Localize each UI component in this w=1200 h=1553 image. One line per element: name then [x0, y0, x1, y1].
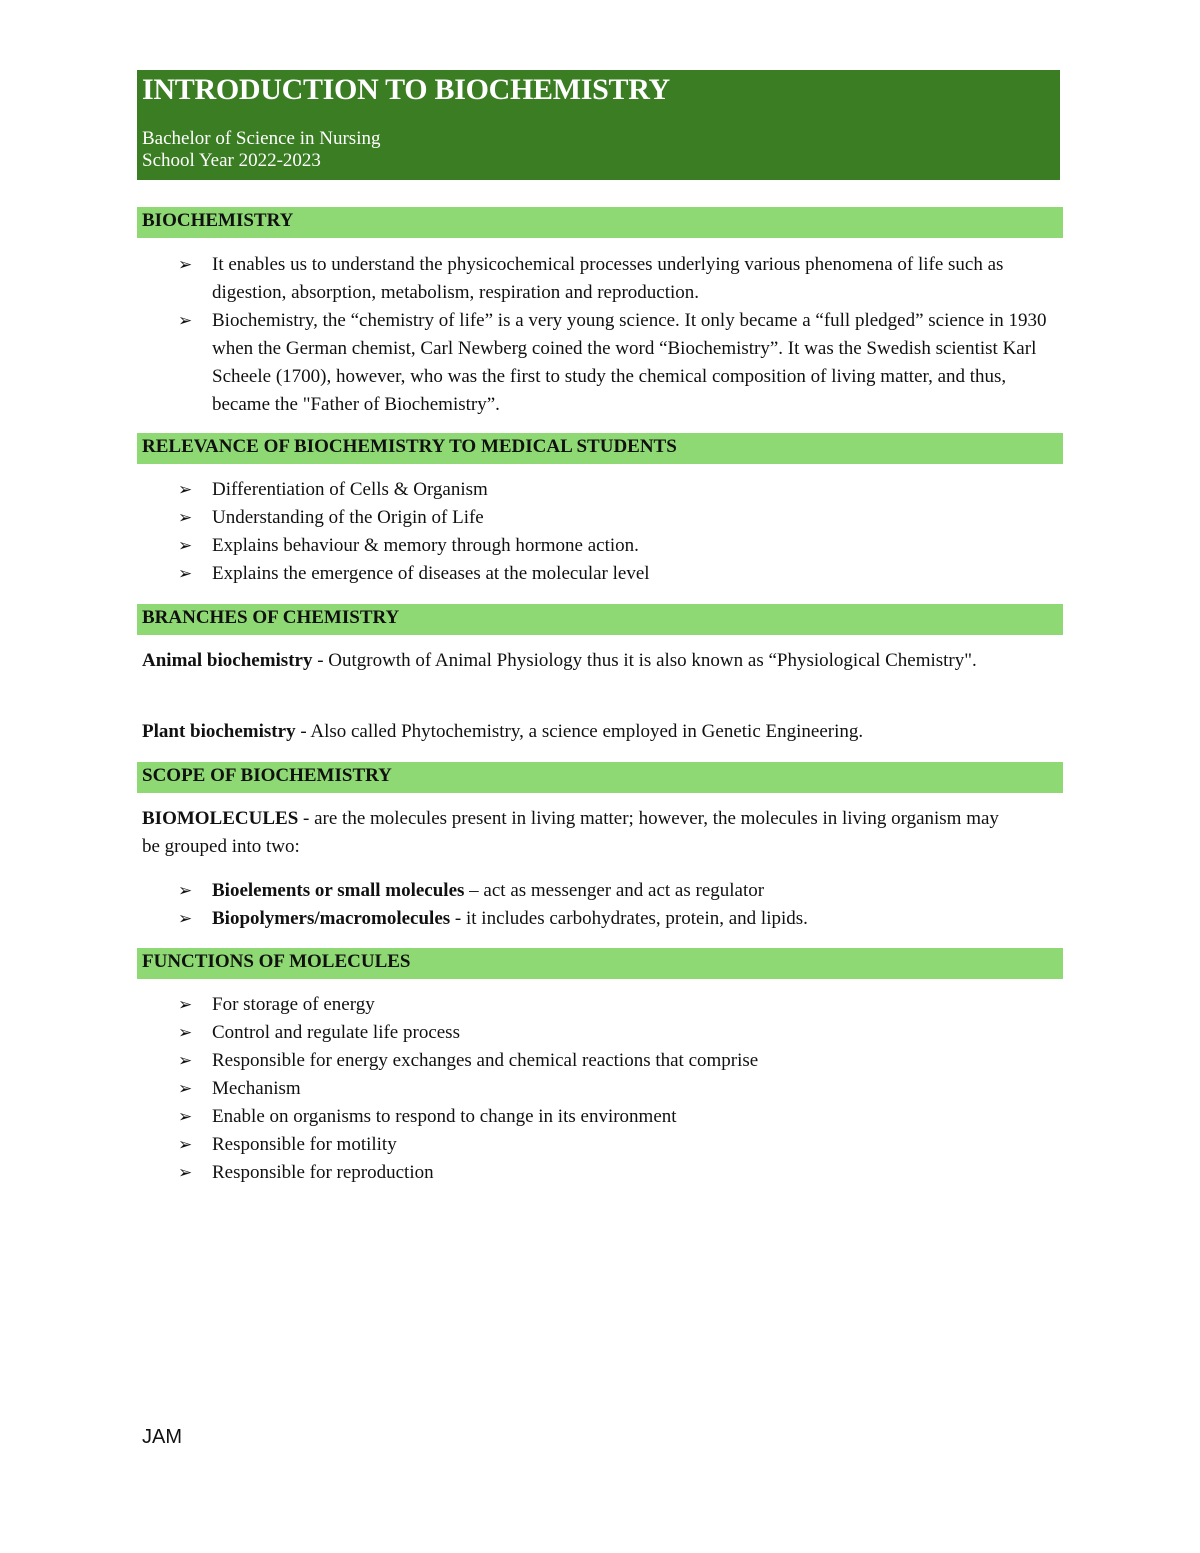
- list-item: ➢ Enable on organisms to respond to change in its environment: [178, 1103, 1068, 1131]
- arrowhead-bullet-icon: ➢: [178, 480, 193, 500]
- arrowhead-bullet-icon: ➢: [178, 1079, 193, 1099]
- list-item: ➢ Responsible for energy exchanges and chemical reactions that comprise: [178, 1047, 1068, 1075]
- section-heading-relevance: RELEVANCE OF BIOCHEMISTRY TO MEDICAL STUDENTS: [137, 433, 1063, 464]
- arrowhead-bullet-icon: ➢: [178, 1051, 193, 1071]
- arrowhead-bullet-icon: ➢: [178, 1107, 193, 1127]
- biochemistry-list: [178, 251, 1068, 419]
- list-item: ➢ Mechanism: [178, 1075, 1068, 1103]
- arrowhead-bullet-icon: ➢: [178, 255, 193, 275]
- biomolecules-term: BIOMOLECULES: [142, 808, 299, 829]
- arrowhead-bullet-icon: ➢: [178, 536, 193, 556]
- list-item: ➢ Differentiation of Cells & Organism: [178, 476, 1068, 504]
- list-item: ➢ Biopolymers/macromolecules - it includes carbohydrates, protein, and lipids.: [178, 905, 1068, 933]
- arrowhead-bullet-icon: ➢: [178, 311, 193, 331]
- plant-biochemistry-paragraph: Plant biochemistry - Also called Phytochemistry, a science employed in Genetic Engineering.: [142, 721, 864, 742]
- arrowhead-bullet-icon: ➢: [178, 881, 193, 901]
- list-item: ➢ Explains behaviour & memory through hormone action.: [178, 532, 1068, 560]
- list-item: ➢ Bioelements or small molecules – act as messenger and act as regulator: [178, 877, 1068, 905]
- title-banner: [137, 70, 1060, 180]
- list-item: ➢ Responsible for reproduction: [178, 1159, 1068, 1187]
- arrowhead-bullet-icon: ➢: [178, 1135, 193, 1155]
- animal-biochemistry-term: Animal biochemistry: [142, 650, 313, 671]
- section-heading-biochemistry: BIOCHEMISTRY: [137, 207, 1063, 238]
- list-item: ➢ For storage of energy: [178, 991, 1068, 1019]
- arrowhead-bullet-icon: ➢: [178, 995, 193, 1015]
- arrowhead-bullet-icon: ➢: [178, 1163, 193, 1183]
- plant-biochemistry-term: Plant biochemistry: [142, 721, 296, 742]
- footer-initials: JAM: [142, 1426, 182, 1448]
- biomolecules-paragraph: BIOMOLECULES - are the molecules present in living matter; however, the molecules in living organism may be grouped into two:: [142, 808, 999, 857]
- list-item: ➢ Responsible for motility: [178, 1131, 1068, 1159]
- scope-list: [178, 877, 1068, 933]
- arrowhead-bullet-icon: ➢: [178, 909, 193, 929]
- section-heading-scope: SCOPE OF BIOCHEMISTRY: [137, 762, 1063, 793]
- functions-list: [178, 991, 1068, 1187]
- list-item: ➢ Control and regulate life process: [178, 1019, 1068, 1047]
- animal-biochemistry-paragraph: Animal biochemistry - Outgrowth of Animal Physiology thus it is also known as “Physiological Chemistry".: [142, 650, 977, 671]
- section-heading-branches: BRANCHES OF CHEMISTRY: [137, 604, 1063, 635]
- arrowhead-bullet-icon: ➢: [178, 564, 193, 584]
- list-item: ➢ Biochemistry, the “chemistry of life” is a very young science. It only became a “full pledged” science in 1930 when the German chemist, Carl Newberg coined the word “Biochemistry”. It was the Swedish scientist Karl Scheele (1700), however, who was the first to study the chemical composition of living matter, and thus, became the "Father of Biochemistry”.: [178, 307, 1068, 419]
- list-item: ➢ It enables us to understand the physicochemical processes underlying various phenomena of life such as digestion, absorption, metabolism, respiration and reproduction.: [178, 251, 1068, 307]
- school-year: School Year 2022-2023: [142, 150, 321, 171]
- arrowhead-bullet-icon: ➢: [178, 508, 193, 528]
- list-item: ➢ Understanding of the Origin of Life: [178, 504, 1068, 532]
- list-item: ➢ Explains the emergence of diseases at the molecular level: [178, 560, 1068, 588]
- section-heading-functions: FUNCTIONS OF MOLECULES: [137, 948, 1063, 979]
- program-name: Bachelor of Science in Nursing: [142, 128, 381, 149]
- document-title: INTRODUCTION TO BIOCHEMISTRY: [142, 73, 670, 106]
- arrowhead-bullet-icon: ➢: [178, 1023, 193, 1043]
- relevance-list: [178, 476, 1068, 588]
